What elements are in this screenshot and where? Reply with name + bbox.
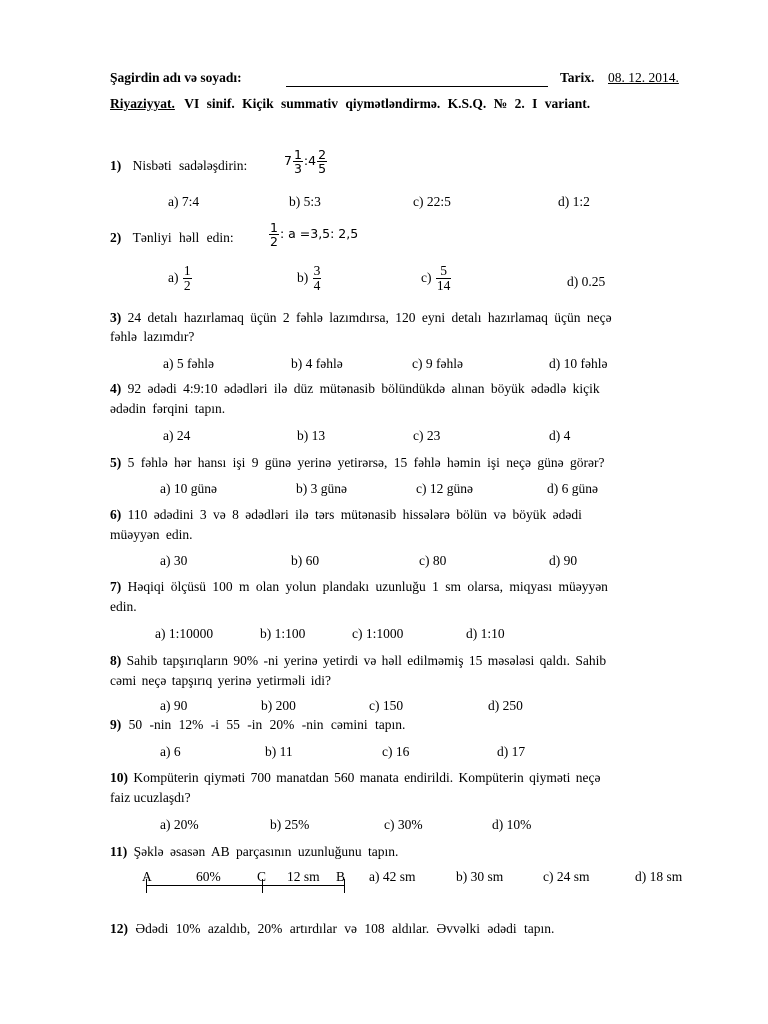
question-9	[110, 717, 405, 733]
q5-option-b[interactable]: b) 3 günə	[296, 481, 347, 496]
q1-expression	[284, 148, 328, 175]
question-6	[110, 507, 582, 523]
question-text: Həqiqi ölçüsü 100 m olan yolun plandakı uzunluğu 1 sm olarsa, miqyası müəyyən	[127, 579, 608, 594]
q8-option-a[interactable]: a) 90	[160, 698, 188, 713]
title-rest: VI sinif. Kiçik summativ qiymətləndirmə. K.S.Q. № 2. I variant.	[184, 96, 591, 111]
question-text: Kompüterin qiyməti 700 manatdan 560 manata endirildi. Kompüterin qiyməti neçə	[133, 770, 601, 785]
q1-option-a[interactable]: a) 7:4	[168, 194, 200, 209]
student-name-blank	[286, 86, 548, 87]
question-11	[110, 844, 398, 860]
q2-option-b[interactable]: b) $\frac{3}{4}$	[297, 263, 321, 294]
question-8-line2: cəmi neçə tapşırıq yerinə yetirməli idi?	[110, 673, 332, 688]
question-4	[110, 381, 600, 397]
segment-length-label: 12 sm	[287, 869, 320, 884]
question-text: Tənliyi həll edin:	[132, 230, 234, 245]
q4-option-b[interactable]: b) 13	[297, 428, 326, 443]
question-number: 11)	[110, 844, 128, 859]
date-label: Tarix.	[560, 70, 595, 85]
point-a-tick	[146, 879, 147, 893]
subject-name: Riyaziyyat.	[110, 96, 175, 111]
question-3	[110, 310, 612, 326]
fraction: $\frac{1}{2}$	[270, 220, 278, 250]
question-number: 3)	[110, 310, 122, 325]
q11-option-c[interactable]: c) 24 sm	[543, 869, 590, 884]
test-title	[110, 96, 590, 112]
q2-option-a[interactable]: a) $\frac{1}{2}$	[168, 263, 191, 294]
q1-option-c[interactable]: c) 22:5	[413, 194, 451, 209]
question-10	[110, 770, 601, 786]
q4-option-c[interactable]: c) 23	[413, 428, 441, 443]
whole-part: 7	[284, 153, 292, 169]
q3-option-d[interactable]: d) 10 fəhlə	[549, 356, 608, 371]
question-2	[110, 230, 234, 246]
q4-option-d[interactable]: d) 4	[549, 428, 571, 443]
q7-option-b[interactable]: b) 1:100	[260, 626, 306, 641]
date-value: 08. 12. 2014.	[608, 70, 679, 85]
question-number: 1)	[110, 158, 122, 173]
point-b-label: B	[336, 869, 346, 884]
q11-option-b[interactable]: b) 30 sm	[456, 869, 504, 884]
q3-option-b[interactable]: b) 4 fəhlə	[291, 356, 343, 371]
question-text: 24 detalı hazırlamaq üçün 2 fəhlə lazımdırsa, 120 eyni detalı hazırlamaq üçün neçə	[127, 310, 612, 325]
q10-option-a[interactable]: a) 20%	[160, 817, 199, 832]
q2-option-d[interactable]: d) 0.25	[567, 274, 606, 289]
q1-option-d[interactable]: d) 1:2	[558, 194, 590, 209]
q9-option-b[interactable]: b) 11	[265, 744, 293, 759]
question-number: 12)	[110, 921, 128, 936]
q5-option-c[interactable]: c) 12 günə	[416, 481, 473, 496]
point-a-label: A	[142, 869, 152, 884]
point-c-label: C	[257, 869, 267, 884]
q5-option-d[interactable]: d) 6 günə	[547, 481, 598, 496]
question-text: Şəklə əsasən AB parçasının uzunluğunu tapın.	[133, 844, 399, 859]
question-text: 50 -nin 12% -i 55 -in 20% -nin cəmini tapın.	[128, 717, 406, 732]
q7-option-c[interactable]: c) 1:1000	[352, 626, 404, 641]
question-text: Ədədi 10% azaldıb, 20% artırdılar və 108 aldılar. Əvvəlki ədədi tapın.	[135, 921, 555, 936]
question-text: Nisbəti sadələşdirin:	[132, 158, 248, 173]
q3-option-a[interactable]: a) 5 fəhlə	[163, 356, 214, 371]
question-4-line2: ədədin fərqini tapın.	[110, 401, 226, 416]
equation-rest: : a =3,5: 2,5	[279, 226, 359, 242]
question-6-line2: müəyyən edin.	[110, 527, 193, 542]
q2-option-c[interactable]: c) $\frac{5}{14}$	[421, 263, 451, 294]
question-number: 4)	[110, 381, 122, 396]
question-number: 9)	[110, 717, 122, 732]
ratio-separator: :4	[303, 153, 317, 169]
q2-expression	[268, 221, 358, 248]
question-number: 5)	[110, 455, 122, 470]
question-5	[110, 455, 604, 471]
fraction: $\frac{1}{3}$	[293, 147, 302, 177]
question-number: 7)	[110, 579, 122, 594]
q6-option-d[interactable]: d) 90	[549, 553, 578, 568]
question-8	[110, 653, 606, 669]
q4-option-a[interactable]: a) 24	[163, 428, 191, 443]
question-1	[110, 158, 247, 174]
question-10-line2: faiz ucuzlaşdı?	[110, 790, 191, 805]
q9-option-c[interactable]: c) 16	[382, 744, 410, 759]
q5-option-a[interactable]: a) 10 günə	[160, 481, 217, 496]
question-number: 2)	[110, 230, 122, 245]
q7-option-d[interactable]: d) 1:10	[466, 626, 505, 641]
question-number: 8)	[110, 653, 122, 668]
q9-option-a[interactable]: a) 6	[160, 744, 181, 759]
q8-option-c[interactable]: c) 150	[369, 698, 404, 713]
q7-option-a[interactable]: a) 1:10000	[155, 626, 214, 641]
q1-option-b[interactable]: b) 5:3	[289, 194, 321, 209]
segment-ab-line	[146, 885, 345, 886]
q9-option-d[interactable]: d) 17	[497, 744, 526, 759]
q10-option-b[interactable]: b) 25%	[270, 817, 310, 832]
q10-option-c[interactable]: c) 30%	[384, 817, 423, 832]
fraction: $\frac{2}{5}$	[318, 147, 327, 177]
student-name-label: Şagirdin adı və soyadı:	[110, 70, 242, 85]
question-number: 10)	[110, 770, 128, 785]
q8-option-d[interactable]: d) 250	[488, 698, 523, 713]
q6-option-a[interactable]: a) 30	[160, 553, 188, 568]
question-text: 5 fəhlə hər hansı işi 9 günə yerinə yetirərsə, 15 fəhlə həmin işi neçə günə görər?	[127, 455, 605, 470]
question-text: 110 ədədini 3 və 8 ədədləri ilə tərs mütənasib hissələrə bölün və böyük ədədi	[127, 507, 582, 522]
q6-option-b[interactable]: b) 60	[291, 553, 320, 568]
q6-option-c[interactable]: c) 80	[419, 553, 447, 568]
q3-option-c[interactable]: c) 9 fəhlə	[412, 356, 463, 371]
question-7-line2: edin.	[110, 599, 137, 614]
point-b-tick	[344, 879, 345, 893]
question-7	[110, 579, 608, 595]
q11-option-d[interactable]: d) 18 sm	[635, 869, 683, 884]
segment-percent-label: 60%	[196, 869, 221, 884]
point-c-tick	[262, 879, 263, 893]
q10-option-d[interactable]: d) 10%	[492, 817, 532, 832]
question-text: 92 ədədi 4:9:10 ədədləri ilə düz mütənasib bölündükdə alınan böyük ədədlə kiçik	[127, 381, 600, 396]
q11-option-a[interactable]: a) 42 sm	[369, 869, 416, 884]
question-12	[110, 921, 554, 937]
question-text: Sahib tapşırıqların 90% -ni yerinə yetirdi və həll edilməmiş 15 məsələsi qaldı. Sahib	[126, 653, 607, 668]
question-number: 6)	[110, 507, 122, 522]
q8-option-b[interactable]: b) 200	[261, 698, 296, 713]
question-3-line2: fəhlə lazımdır?	[110, 329, 195, 344]
